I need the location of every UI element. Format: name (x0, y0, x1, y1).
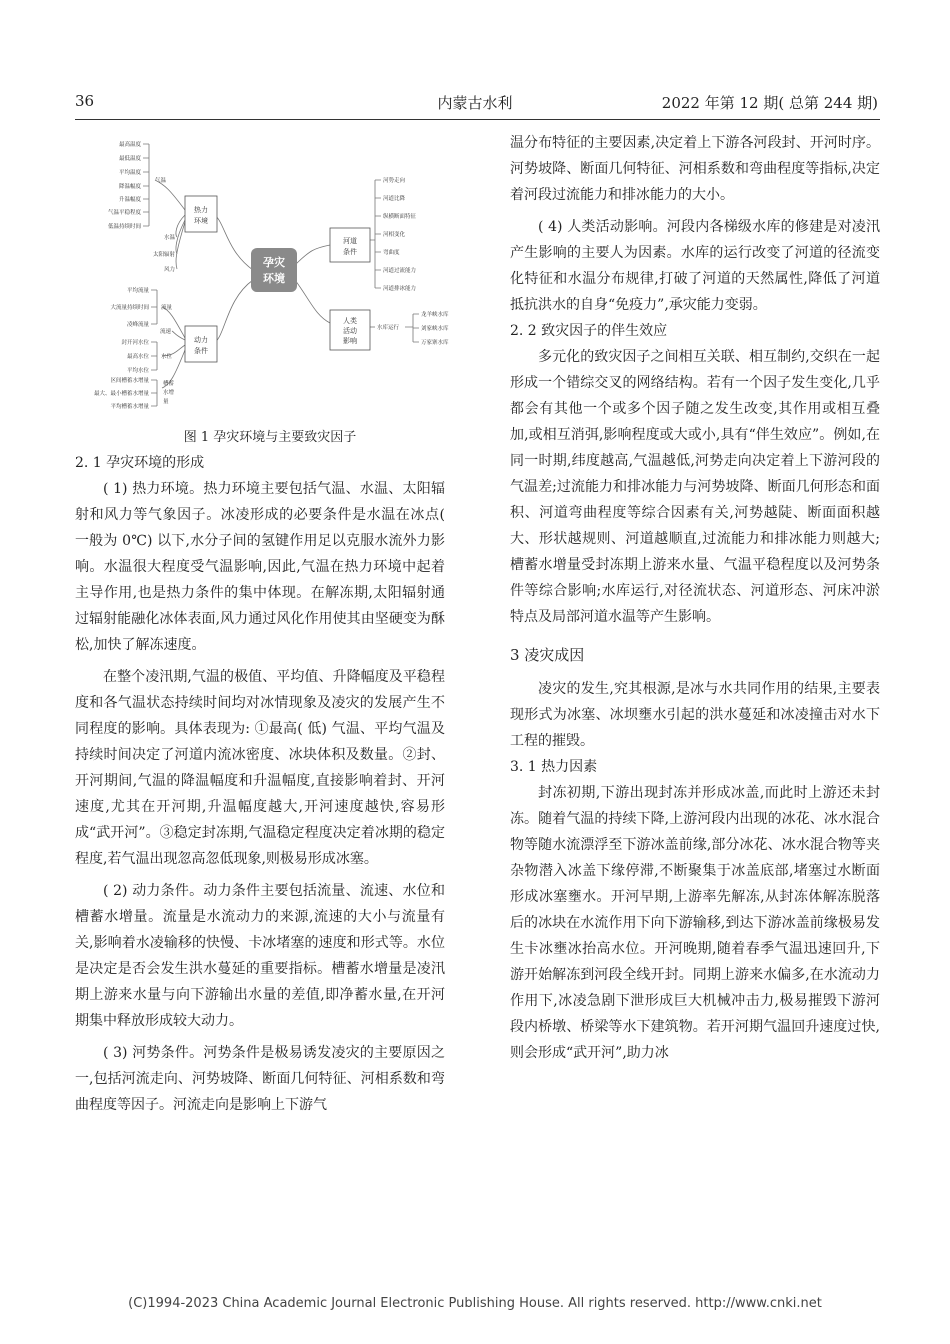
paragraph: 封冻初期,下游出现封冻并形成冰盖,而此时上游还未封冻。随着气温的持续下降,上游河段内出现的冰花、冰水混合物等随水流漂浮至下游冰盖前缘,部分冰花、冰水混合物等夹杂物潜入冰盖下缘停滞,不断聚集于冰盖底部,堵塞过水断面形成冰塞壅水。开河早期,上游率先解冻,从封冻体解冻脱落后的冰块在水流作用下向下游输移,到达下游冰盖前缘极易发生卡冰壅冰抬高水位。开河晚期,随着春季气温迅速回升,下游开始解冻到河段全线开封。同期上游来水偏多,在水流动力作用下,冰凌急剧下泄形成巨大机械冲击力,极易摧毁下游河段内桥墩、桥梁等水下建筑物。若开河期气温回升速度过快,则会形成“武开河”,助力冰 (510, 785, 880, 1061)
reservoir-item: 龙羊峡水库 (421, 312, 449, 318)
river-item: 河相变化 (383, 232, 406, 238)
section-heading-3: 3 凌灾成因 (510, 646, 585, 664)
river-item: 纵横断面特征 (383, 214, 417, 220)
center-label-2: 环境 (263, 272, 285, 285)
section-heading-2-1: 2. 1 孕灾环境的形成 (75, 455, 205, 471)
issue-info: 2022 年第 12 期( 总第 244 期) (661, 94, 878, 112)
river-item: 河道比降 (383, 196, 406, 202)
river-label-1: 河道 (343, 237, 357, 245)
river-item: 河道过流能力 (383, 268, 417, 274)
paragraph: ( 3) 河势条件。河势条件是极易诱发凌灾的主要原因之一,包括河流走向、河势坡降、断面几何特征、河相系数和弯曲程度等因子。河流走向是影响上下游气 (75, 1045, 445, 1113)
mind-map-figure (75, 130, 465, 420)
paragraph: 在整个凌汛期,气温的极值、平均值、升降幅度及平稳程度和各气温状态持续时间均对冰情现象及凌灾的发展产生不同程度的影响。具体表现为: ①最高( 低) 气温、平均气温及持续时间决定了河道内流冰密度、冰块体积及数量。②封、开河期间,气温的降温幅度和升温幅度,直接影响着封、开河速度,尤其在开河期,升温幅度越大,开河速度越快,容易形成“武开河”。③稳定封冻期,气温稳定程度决定着冰期的稳定程度,若气温出现忽高忽低现象,则极易形成冰塞。 (75, 669, 445, 867)
paragraph: ( 2) 动力条件。动力条件主要包括流量、流速、水位和槽蓄水增量。流量是水流动力的来源,流速的大小与流量有关,影响着水凌输移的快慢、卡冰堵塞的速度和形式等。水位是决定是否会发生洪水蔓延的重要指标。槽蓄水增量是凌汛期上游来水量与向下游输出水量的差值,即净蓄水量,在开河期集中释放形成较大动力。 (75, 883, 445, 1029)
river-item: 河道排冰能力 (383, 286, 417, 292)
center-label-1: 孕灾 (263, 256, 285, 269)
level-item: 平均水位 (126, 368, 149, 374)
temp-item: 最低温度 (118, 156, 141, 162)
river-item: 弯曲度 (383, 250, 400, 256)
storage-item: 最大、最小槽蓄水增量 (93, 391, 149, 397)
reservoir-op-label: 水库运行 (377, 325, 400, 331)
flow-label: 流量 (161, 305, 173, 311)
reservoir-item: 刘家峡水库 (421, 326, 449, 332)
flow-item: 凌峰流量 (126, 322, 149, 328)
storage-label: 槽蓄 (163, 381, 175, 387)
river-label-2: 条件 (343, 248, 357, 256)
thermal-other: 风力 (163, 267, 175, 273)
dynamic-label-1: 动力 (194, 336, 208, 344)
storage-item: 区间槽蓄水增量 (110, 378, 149, 384)
level-label: 水位 (161, 354, 173, 360)
temp-item: 降温幅度 (118, 184, 141, 190)
header-rule (75, 119, 880, 120)
right-column (510, 130, 880, 1066)
temp-item: 升温幅度 (118, 197, 141, 203)
paragraph: ( 4) 人类活动影响。河段内各梯级水库的修建是对凌汛产生影响的主要人为因素。水库的运行改变了河道的径流变化特征和水温分布规律,打破了河道的天然属性,降低了河道抵抗洪水的自身“免疫力”,承灾能力变弱。 (510, 219, 880, 313)
temp-item: 最高温度 (118, 142, 141, 148)
temp-item: 低温持续时间 (107, 224, 141, 230)
level-item: 最高水位 (126, 354, 149, 360)
thermal-other: 水温 (163, 235, 175, 241)
thermal-other: 太阳辐射 (152, 252, 175, 258)
thermal-label-2: 环境 (194, 217, 208, 225)
paragraph: 多元化的致灾因子之间相互关联、相互制约,交织在一起形成一个错综交叉的网络结构。若有一个因子发生变化,几乎都会有其他一个或多个因子随之发生改变,其作用或相互叠加,或相互消弭,影响程度或大或小,具有“伴生效应”。例如,在同一时期,纬度越高,气温越低,河势走向决定着上下游河段的气温差;过流能力和排冰能力与河势坡降、断面几何形态和面积、河道弯曲程度等综合因素有关,河势越陡、断面面积越大、形状越规则、河道越顺直,过流能力和排冰能力则越大;槽蓄水增量受封冻期上游来水量、气温平稳程度以及河势条件等综合影响;水库运行,对径流状态、河道形态、河床冲淤特点及局部河道水温等产生影响。 (510, 349, 880, 625)
paragraph: 温分布特征的主要因素,决定着上下游各河段封、开河时序。河势坡降、断面几何特征、河相系数和弯曲程度等指标,决定着河段过流能力和排冰能力的大小。 (510, 135, 880, 203)
human-label-3: 影响 (343, 337, 357, 345)
storage-label: 量 (163, 399, 169, 405)
copyright-footer: (C)1994-2023 China Academic Journal Electronic Publishing House. All rights reserved. http://www.cnki.net (128, 1296, 822, 1311)
left-column (75, 450, 445, 1118)
level-item: 封开河水位 (121, 340, 149, 346)
journal-name: 内蒙古水利 (437, 94, 513, 112)
section-heading-3-1: 3. 1 热力因素 (510, 759, 598, 775)
paragraph: 凌灾的发生,究其根源,是冰与水共同作用的结果,主要表现形式为冰塞、冰坝壅水引起的洪水蔓延和冰凌撞击对水下工程的摧毁。 (510, 681, 880, 749)
section-heading-2-2: 2. 2 致灾因子的伴生效应 (510, 323, 668, 339)
figure-caption: 图 1 孕灾环境与主要致灾因子 (183, 430, 357, 445)
temp-label: 气温 (155, 178, 167, 184)
storage-item: 平均槽蓄水增量 (110, 404, 149, 410)
velocity-label: 流速 (159, 329, 171, 335)
dynamic-label-2: 条件 (194, 347, 208, 355)
thermal-label-1: 热力 (194, 206, 208, 214)
storage-label: 水增 (163, 390, 175, 396)
river-item: 河势走向 (383, 178, 406, 184)
temp-item: 气温平稳程度 (107, 210, 141, 216)
temp-item: 平均温度 (118, 170, 141, 176)
reservoir-item: 万家寨水库 (421, 340, 449, 346)
page-number: 36 (75, 92, 95, 110)
human-label-1: 人类 (343, 317, 357, 325)
flow-item: 平均流量 (126, 288, 149, 294)
flow-item: 大流量持续时间 (110, 305, 149, 311)
paragraph: ( 1) 热力环境。热力环境主要包括气温、水温、太阳辐射和风力等气象因子。冰凌形成的必要条件是水温在冰点( 一般为 0℃) 以下,水分子间的氢键作用足以克服水流外力影响。水温很大程度受气温影响,因此,气温在热力环境中起着主导作用,也是热力条件的集中体现。在解冻期,太阳辐射通过辐射能融化冰体表面,风力通过风化作用使其由坚硬变为酥松,加快了解冻速度。 (75, 481, 445, 653)
human-label-2: 活动 (343, 327, 357, 335)
